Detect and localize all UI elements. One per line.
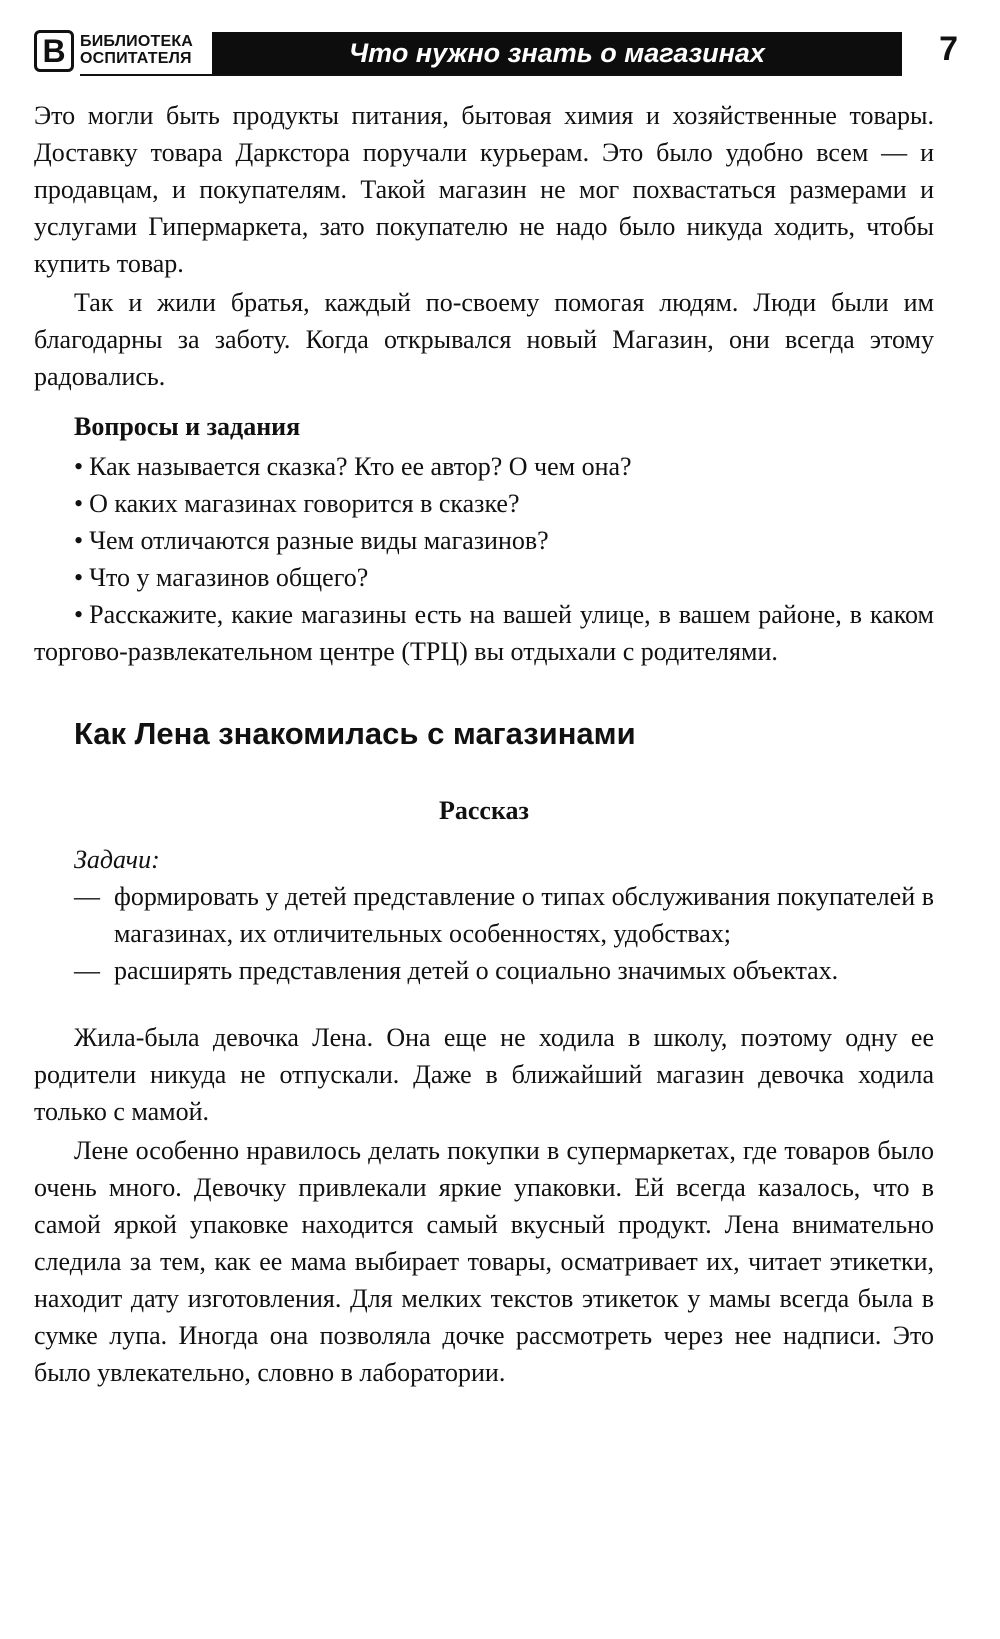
bullet-mark: • — [74, 489, 84, 518]
tasks-list — [34, 878, 934, 989]
bullet-mark: • — [74, 563, 84, 592]
story-paragraph: Лене особенно нравилось делать покупки в супермаркетах, где товаров было очень много. Девочку привлекали яркие упаковки. Ей всегда казалось, что в самой яркой упаковке находится самый вкусный продукт. Лена внимательно следила за тем, как ее мама выбирает товары, осматривает их, читает этикетки, находит дату изготовления. Для мелких текстов этикеток у мамы всегда была в сумке лупа. Иногда она позволяла дочке рассмотреть через нее надписи. Это было увлекательно, словно в лаборатории. — [34, 1136, 934, 1387]
series-name — [80, 33, 193, 67]
section-genre: Рассказ — [439, 796, 529, 825]
question-text: Чем отличаются разные виды магазинов? — [89, 526, 549, 555]
task-text: расширять представления детей о социально значимых объектах. — [114, 956, 839, 985]
bullet-mark: • — [74, 526, 84, 555]
question-text: Как называется сказка? Кто ее автор? О чем она? — [89, 452, 632, 481]
dash-mark: — — [74, 882, 100, 911]
question-text: Что у магазинов общего? — [89, 563, 369, 592]
list-item — [34, 485, 934, 522]
list-item — [34, 559, 934, 596]
page-content — [34, 97, 934, 1391]
questions-list — [34, 448, 934, 670]
bullet-mark: • — [74, 600, 84, 629]
header-rule — [80, 74, 902, 76]
series-name-line1: БИБЛИОТЕКА — [80, 33, 194, 50]
list-item — [34, 878, 934, 952]
dash-mark: — — [74, 956, 100, 985]
list-item — [34, 522, 934, 559]
running-title: Что нужно знать о магазинах — [212, 32, 902, 74]
paragraph: Так и жили братья, каждый по-своему помогая людям. Люди были им благодарны за заботу. Когда открывался новый Магазин, они всегда этому радовались. — [34, 288, 934, 391]
page-number: 7 — [939, 30, 958, 68]
list-item — [34, 448, 934, 485]
list-item — [34, 596, 934, 670]
story-paragraph: Жила-была девочка Лена. Она еще не ходила в школу, поэтому одну ее родители никуда не отпускали. Даже в ближайший магазин девочка ходила только с мамой. — [34, 1023, 934, 1126]
bullet-mark: • — [74, 452, 84, 481]
question-text: О каких магазинах говорится в сказке? — [89, 489, 520, 518]
list-item — [34, 952, 934, 989]
tasks-label: Задачи: — [74, 845, 160, 874]
question-text: Расскажите, какие магазины есть на вашей улице, в вашем районе, в каком торгово-развлекательном центре (ТРЦ) вы отдыхали с родителями. — [34, 600, 934, 666]
series-logo-letter: В — [42, 33, 66, 69]
task-text: формировать у детей представление о типах обслуживания покупателей в магазинах, их отличительных особенностях, удобствах; — [114, 882, 934, 948]
section-title: Как Лена знакомилась с магазинами — [74, 716, 636, 751]
running-header — [34, 24, 958, 76]
questions-heading: Вопросы и задания — [74, 412, 301, 441]
paragraph: Это могли быть продукты питания, бытовая химия и хозяйственные товары. Доставку товара Даркстора поручали курьерам. Это было удобно всем — и продавцам, и покупателям. Такой магазин не мог похвастаться размерами и услугами Гипермаркета, зато покупателю не надо было никуда ходить, чтобы купить товар. — [34, 101, 934, 278]
series-name-line2: ОСПИТАТЕЛЯ — [80, 50, 192, 67]
series-logo-mark — [34, 30, 74, 72]
